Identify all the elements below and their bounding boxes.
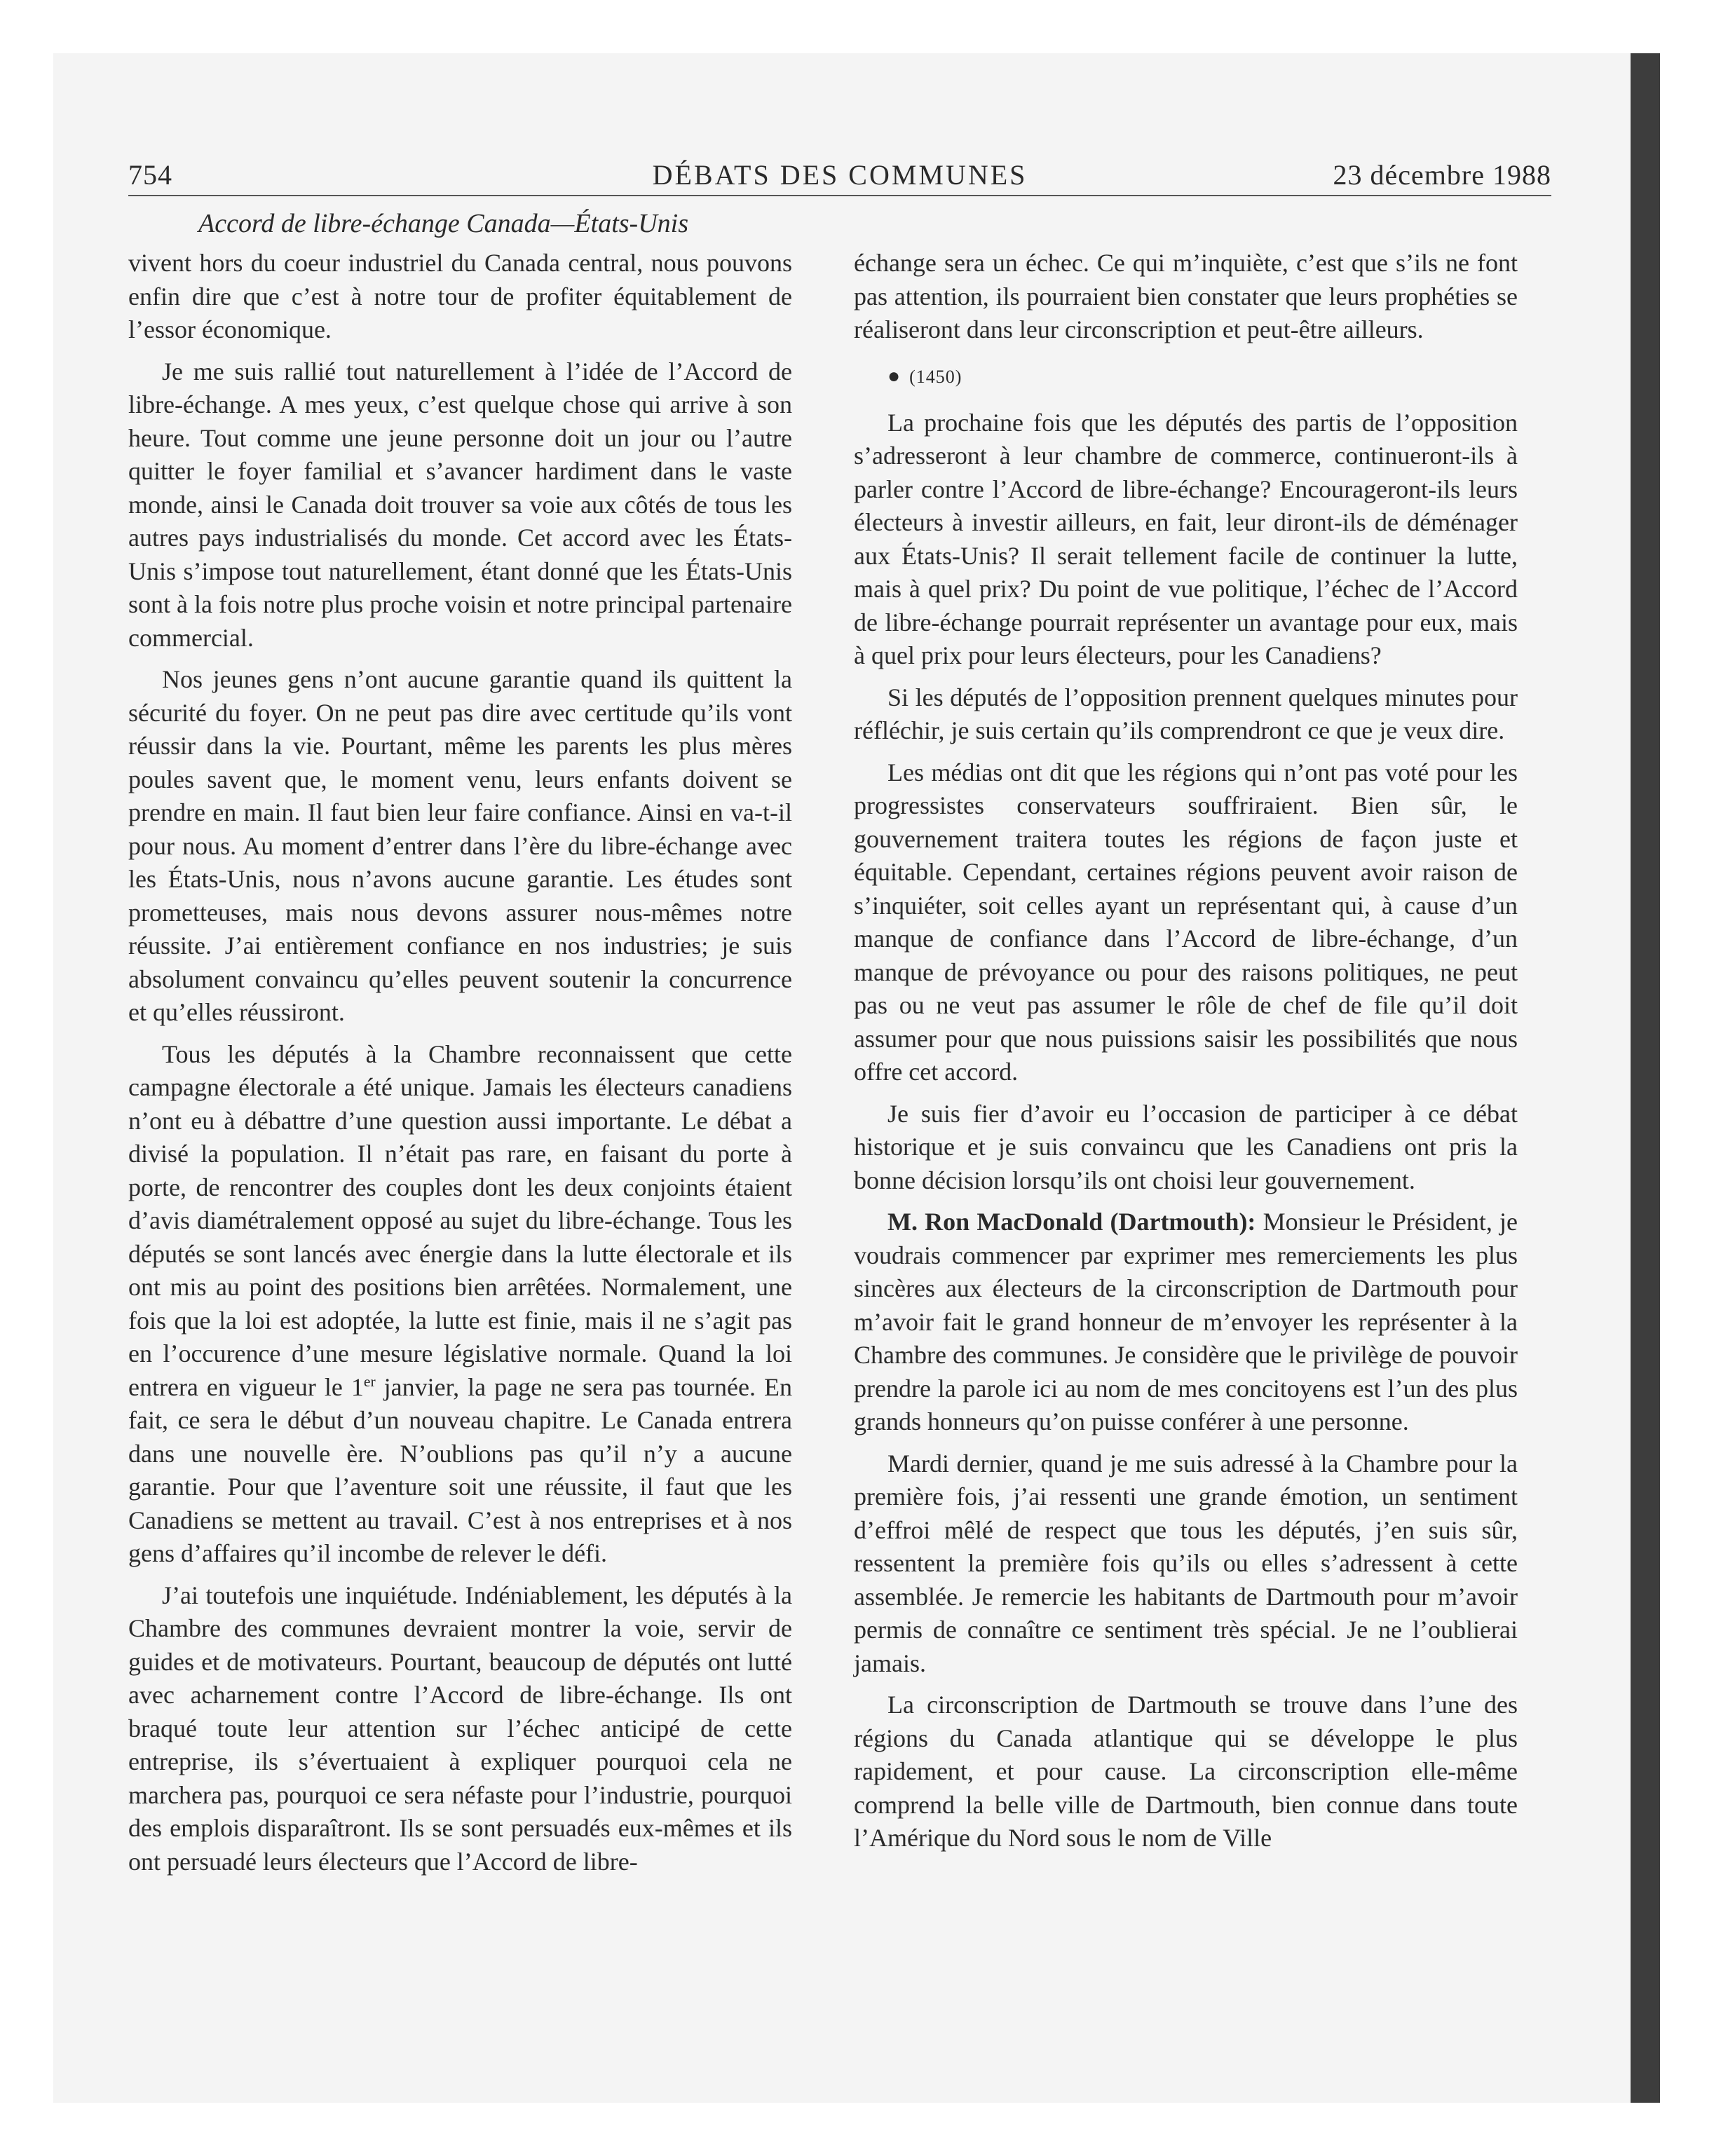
scan-edge-shadow [1631,53,1660,2103]
paragraph: Je suis fier d’avoir eu l’occasion de participer à ce débat historique et je suis convaincu que les Canadiens ont pris la bonne décision lorsqu’ils ont choisi leur gouvernement. [854,1099,1518,1194]
paragraph-text: Tous les députés à la Chambre reconnaissent que cette campagne électorale a été unique. Jamais les électeurs canadiens n’ont eu à débattre d’une question aussi importante. Le débat a divisé la population. Il n’était pas rare, en faisant du porte à porte, de rencontrer des couples dont les deux conjoints étaient d’avis diamétralement opposé au sujet du libre-échange. Tous les députés se sont lancés avec énergie dans la lutte électorale et ils ont mis au point des positions bien arrêtées. Normalement, une fois que la loi est adoptée, la lutte est finie, mais il ne s’agit pas en l’occurence d’une mesure législative normale. Quand la loi entrera en vigueur le 1 [128,1039,792,1401]
right-column [854,247,1518,1864]
page-date: 23 décembre 1988 [1333,159,1551,191]
paragraph: Mardi dernier, quand je me suis adressé à la Chambre pour la première fois, j’ai ressenti une grande émotion, un sentiment d’effroi mêlé de respect que tous les députés, j’en suis sûr, ressentent la première fois qu’ils ou elles s’adressent à cette assemblée. Je remercie les habitants de Dartmouth pour m’avoir permis de connaître ce sentiment très spécial. Je ne l’oublierai jamais. [854,1449,1518,1677]
time-marker [854,355,1518,398]
paragraph [854,1206,1518,1439]
publication-title: DÉBATS DES COMMUNES [652,159,1028,191]
paragraph: échange sera un échec. Ce qui m’inquiète, c’est que s’ils ne font pas attention, ils pourraient bien constater que leurs prophéties se réaliseront dans leur circonscription et peut-être ailleurs. [854,249,1518,343]
paragraph: La prochaine fois que les députés des partis de l’opposition s’adresseront à leur chambre de commerce, continueront-ils à parler contre l’Accord de libre-échange? Encourageront-ils leurs électeurs à investir ailleurs, en fait, leur diront-ils de déménager aux États-Unis? Il serait tellement facile de continuer la lutte, mais à quel prix? Du point de vue politique, l’échec de l’Accord de libre-échange pourrait représenter un avantage pour eux, mais à quel prix pour leurs électeurs, pour les Canadiens? [854,408,1518,669]
paragraph: Nos jeunes gens n’ont aucune garantie quand ils quittent la sécurité du foyer. On ne peut pas dire avec certitude qu’ils vont réussir dans la vie. Pourtant, même les parents les plus mères poules savent que, le moment venu, leurs enfants doivent se prendre en main. Il faut bien leur faire confiance. Ainsi en va-t-il pour nous. Au moment d’entrer dans l’ère du libre-échange avec les États-Unis, nous n’avons aucune garantie. Les études sont prometteuses, mais nous devons assurer nous-mêmes notre réussite. J’ai entièrement confiance en nos industries; je suis absolument convaincu qu’elles peuvent soutenir la concurrence et qu’elles réussiront. [128,665,792,1026]
page-header [128,156,1551,196]
paragraph: La circonscription de Dartmouth se trouve dans l’une des régions du Canada atlantique qui se développe le plus rapidement, et pour cause. La circonscription elle-même comprend la belle ville de Dartmouth, bien connue dans toute l’Amérique du Nord sous le nom de Ville [854,1691,1518,1852]
bullet-icon: ● [887,364,901,388]
paragraph: J’ai toutefois une inquiétude. Indéniablement, les députés à la Chambre des communes devraient montrer la voie, servir de guides et de motivateurs. Pourtant, beaucoup de députés ont lutté avec acharnement contre l’Accord de libre-échange. Ils ont braqué toute leur attention sur l’échec anticipé de cette entreprise, ils s’évertuaient à expliquer pourquoi cela ne marchera pas, pourquoi ce sera néfaste pour l’industrie, pourquoi des emplois disparaîtront. Ils se sont persuadés eux-mêmes et ils ont persuadé leurs électeurs que l’Accord de libre- [128,1581,792,1876]
time-marker-text: (1450) [909,366,962,387]
paragraph: Je me suis rallié tout naturellement à l’idée de l’Accord de libre-échange. A mes yeux, c’est quelque chose qui arrive à son heure. Tout comme une jeune personne doit un jour ou l’autre quitter le foyer familial et s’avancer hardiment dans le vaste monde, ainsi le Canada doit trouver sa voie aux côtés de tous les autres pays industrialisés du monde. Cet accord avec les États-Unis s’impose tout naturellement, étant donné que les États-Unis sont à la fois notre plus proche voisin et notre principal partenaire commercial. [128,357,792,652]
paragraph: Si les députés de l’opposition prennent quelques minutes pour réfléchir, je suis certain qu’ils comprendront ce que je veux dire. [854,683,1518,744]
section-subheader: Accord de libre-échange Canada—États-Unis [198,209,688,238]
paragraph: vivent hors du coeur industriel du Canada central, nous pouvons enfin dire que c’est à notre tour de profiter équitablement de l’essor économique. [128,249,792,343]
paragraph: Les médias ont dit que les régions qui n’ont pas voté pour les progressistes conservateurs souffriraient. Bien sûr, le gouvernement traitera toutes les régions de façon juste et équitable. Cependant, certaines régions peuvent avoir raison de s’inquiéter, soit celles ayant un représentant qui, à cause d’un manque de confiance dans l’Accord de libre-échange, d’un manque de prévoyance ou pour des raisons politiques, ne peut pas ou ne veut pas assumer le rôle de chef de file qu’il doit assumer pour que nous puissions saisir les possibilités que nous offre cet accord. [854,758,1518,1086]
speaker-name: M. Ron MacDonald (Dartmouth): [887,1208,1256,1236]
paragraph [128,1038,792,1571]
paragraph-text: janvier, la page ne sera pas tournée. En fait, ce sera le début d’un nouveau chapitre. Le Canada entrera dans une nouvelle ère. N’oublions pas qu’il n’y a aucune garantie. Pour que l’aventure soit une réussite, il faut que les Canadiens se mettent au travail. C’est à nos entreprises et à nos gens d’affaires qu’il incombe de relever le défi. [128,1372,793,1567]
ordinal-superscript: er [363,1372,376,1390]
paragraph-text: Monsieur le Président, je voudrais commencer par exprimer mes remerciements les plus sincères aux électeurs de la circonscription de Dartmouth pour m’avoir fait le grand honneur de m’envoyer les représenter à la Chambre des communes. Je considère que le privilège de pouvoir prendre la parole ici au nom de mes concitoyens est l’un des plus grands honneurs qu’on puisse conférer à une personne. [854,1208,1518,1435]
page-number: 754 [128,159,172,191]
left-column [128,247,792,1887]
